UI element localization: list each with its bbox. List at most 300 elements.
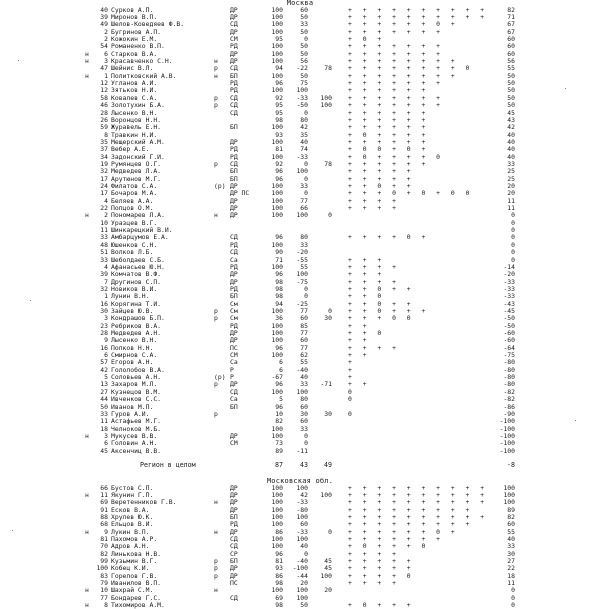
deputy-name: Соловьев А.Н. xyxy=(111,373,162,382)
vote-marks: + + + + + xyxy=(348,564,415,573)
index-value: -33 xyxy=(296,93,308,102)
vote-marks: + + + + 0 xyxy=(348,571,415,580)
deputy-name: Корягина Т.И. xyxy=(111,299,162,308)
attendance-value: 10 xyxy=(275,409,283,418)
attendance-value: 100 xyxy=(271,27,283,36)
faction-code: СД xyxy=(230,593,238,602)
attendance-value: 98 xyxy=(275,579,283,588)
vote-marks: + xyxy=(348,373,356,382)
faction-code: СД xyxy=(230,20,238,29)
district-number: 99 xyxy=(100,557,108,566)
faction-code: ДР xyxy=(230,27,238,36)
vote-marks: + 0 + + + 0 xyxy=(348,542,429,551)
vote-marks: + + + + 0 + xyxy=(348,233,429,242)
index-value: 33 xyxy=(300,380,308,389)
score-value: 50 xyxy=(507,86,515,95)
attendance-value: 100 xyxy=(271,431,283,440)
score-value: -80 xyxy=(503,380,515,389)
deputy-flag: н xyxy=(214,527,218,536)
deputy-flag: р xyxy=(214,557,218,566)
index-value: -75 xyxy=(296,277,308,286)
index-value: 50 xyxy=(300,601,308,609)
deputy-name: Кобец К.И. xyxy=(111,564,150,573)
attendance-value: 100 xyxy=(271,20,283,29)
deputy-name: Политковский А.В. xyxy=(111,71,177,80)
district-number: 22 xyxy=(100,204,108,213)
extra-value: 100 xyxy=(320,93,332,102)
index-value: 20 xyxy=(300,579,308,588)
extra-value: 30 xyxy=(324,314,332,323)
score-value: -43 xyxy=(503,299,515,308)
index-value: -44 xyxy=(296,571,308,580)
deputy-name: Уразцев В.Г. xyxy=(111,218,158,227)
district-number: 28 xyxy=(100,329,108,337)
faction-code: СМ xyxy=(230,351,238,360)
attendance-value: 100 xyxy=(271,196,283,205)
index-value: 77 xyxy=(300,196,308,205)
score-value: 0 xyxy=(511,226,515,235)
faction-code: ДР xyxy=(230,498,238,507)
faction-code: БП xyxy=(230,557,238,566)
district-number: 37 xyxy=(100,145,108,154)
faction-code: Са xyxy=(230,358,238,367)
deputy-name: Медведев Л.А. xyxy=(111,167,162,176)
district-number: 66 xyxy=(100,483,108,492)
faction-code: См xyxy=(230,306,238,315)
district-number: 16 xyxy=(100,343,108,352)
score-value: 25 xyxy=(507,167,515,176)
index-value: 0 xyxy=(304,292,308,301)
vote-marks: + + 0 + + xyxy=(348,284,415,293)
score-value: 40 xyxy=(507,535,515,543)
attendance-value: 100 xyxy=(271,351,283,360)
attendance-value: 100 xyxy=(271,240,283,249)
score-value: 20 xyxy=(507,189,515,198)
index-value: 50 xyxy=(300,12,308,21)
index-value: -22 xyxy=(296,64,308,73)
attendance-value: 94 xyxy=(275,299,283,308)
district-number: 11 xyxy=(100,490,108,499)
vote-marks: + + + + + + xyxy=(348,115,429,124)
score-value: 0 xyxy=(511,255,515,264)
deputy-name: Комчатов В.Ф. xyxy=(111,270,162,279)
vote-marks: + + + + + + + xyxy=(348,535,444,543)
attendance-value: 81 xyxy=(275,557,283,566)
table-row xyxy=(0,448,600,455)
score-value: -14 xyxy=(503,262,515,271)
attendance-value: 96 xyxy=(275,549,283,558)
attendance-value: 73 xyxy=(275,439,283,448)
district-number: 77 xyxy=(100,593,108,602)
index-value: 0 xyxy=(304,108,308,117)
district-number: 44 xyxy=(100,395,108,404)
index-value: 33 xyxy=(300,240,308,249)
district-number: 39 xyxy=(100,270,108,279)
attendance-value: 90 xyxy=(275,248,283,257)
deputy-name: Кондрашов Б.П. xyxy=(111,314,165,323)
attendance-value: 100 xyxy=(271,321,283,330)
deputy-flag: р xyxy=(214,380,218,389)
score-value: 0 xyxy=(511,601,515,609)
score-value: 40 xyxy=(507,137,515,146)
district-number: 68 xyxy=(100,520,108,529)
district-number: 7 xyxy=(104,277,108,286)
deputy-flag: н xyxy=(214,71,218,80)
district-number: 34 xyxy=(100,152,108,161)
district-number: 3 xyxy=(104,314,108,323)
attendance-value: 6 xyxy=(279,365,283,374)
deputy-name: Юшенков С.Н. xyxy=(111,240,158,249)
index-value: 40 xyxy=(300,373,308,382)
attendance-value: 6 xyxy=(279,358,283,367)
extra-value: 0 xyxy=(328,527,332,536)
deputy-name: Бустов С.П. xyxy=(111,483,154,492)
deputy-name: Ковалев С.А. xyxy=(111,93,158,102)
score-value: 0 xyxy=(511,233,515,242)
attendance-value: 95 xyxy=(275,101,283,110)
district-number: 58 xyxy=(100,93,108,102)
deputy-name: Шеболдаев С.Б. xyxy=(111,255,165,264)
index-value: 60 xyxy=(300,336,308,345)
vote-marks: + + + + + + xyxy=(348,86,429,95)
score-value: 25 xyxy=(507,174,515,183)
row-marker: н xyxy=(85,490,89,499)
vote-marks: 0 xyxy=(348,387,356,396)
faction-code: ДР xyxy=(230,270,238,279)
deputy-name: Зятьков Н.И. xyxy=(111,86,158,95)
district-number: 4 xyxy=(104,262,108,271)
faction-code: БП xyxy=(230,71,238,80)
score-value: -64 xyxy=(503,343,515,352)
index-value: 0 xyxy=(304,284,308,293)
district-number: 57 xyxy=(100,358,108,367)
district-number: 59 xyxy=(100,123,108,132)
index-value: 100 xyxy=(296,167,308,176)
attendance-value: 71 xyxy=(275,255,283,264)
district-number: 28 xyxy=(100,108,108,117)
faction-code: БП xyxy=(230,292,238,301)
score-value: 30 xyxy=(507,549,515,558)
deputy-flag: н xyxy=(214,57,218,66)
district-number: 2 xyxy=(104,35,108,43)
district-number: 6 xyxy=(104,439,108,448)
vote-marks: + + + 0 + 0 + 0 0 xyxy=(348,189,473,198)
attendance-value: 100 xyxy=(271,512,283,521)
district-number: 83 xyxy=(100,571,108,580)
faction-code: БП xyxy=(230,512,238,521)
deputy-name: Захаров М.Л. xyxy=(111,380,158,389)
faction-code: СД xyxy=(230,233,238,242)
attendance-value: 81 xyxy=(275,145,283,154)
district-number: 70 xyxy=(100,542,108,551)
attendance-value: 96 xyxy=(275,380,283,389)
vote-marks: + + + + + xyxy=(348,557,415,566)
faction-code: РД xyxy=(230,321,238,330)
faction-code: ДР ПС xyxy=(230,189,250,198)
deputy-name: Афанасьев Ю.Н. xyxy=(111,262,165,271)
attendance-value: 36 xyxy=(275,314,283,323)
score-value: 20 xyxy=(507,182,515,190)
faction-code: БП xyxy=(230,174,238,183)
vote-marks: + + + + + xyxy=(348,167,415,176)
faction-code: ДР xyxy=(230,505,238,514)
faction-code: РД xyxy=(230,240,238,249)
index-value: 100 xyxy=(296,86,308,95)
vote-marks: + + + + + + + xyxy=(348,93,444,102)
score-value: -33 xyxy=(503,292,515,301)
faction-code: ДР xyxy=(230,336,238,345)
faction-code: Р xyxy=(230,373,234,382)
faction-code: Са xyxy=(230,395,238,404)
deputy-flag: н xyxy=(214,498,218,507)
vote-marks: + + xyxy=(348,351,371,360)
vote-marks: + 0 + + + xyxy=(348,601,415,609)
faction-code: СД xyxy=(230,248,238,257)
vote-marks: + + 0 + + + xyxy=(348,306,429,315)
faction-code: СД xyxy=(230,542,238,551)
attendance-value: 100 xyxy=(271,535,283,543)
faction-code: РД xyxy=(230,79,238,88)
index-value: 0 xyxy=(304,174,308,183)
index-value: 75 xyxy=(300,79,308,88)
attendance-value: 86 xyxy=(275,527,283,536)
index-value: 60 xyxy=(300,520,308,529)
score-value: 55 xyxy=(507,64,515,73)
score-value: -80 xyxy=(503,365,515,374)
district-number: 91 xyxy=(100,505,108,514)
deputy-name: Арутюнов М.Г. xyxy=(111,174,162,183)
score-value: 18 xyxy=(507,571,515,580)
score-value: 67 xyxy=(507,27,515,36)
score-value: 67 xyxy=(507,20,515,29)
faction-code: ДР xyxy=(230,137,238,146)
score-value: -82 xyxy=(503,395,515,404)
district-number: 10 xyxy=(100,218,108,227)
deputy-name: Попков Н.Н. xyxy=(111,343,154,352)
faction-code: ДР xyxy=(230,5,238,14)
score-value: 71 xyxy=(507,12,515,21)
faction-code: ДР xyxy=(230,211,238,220)
vote-marks: + + 0 xyxy=(348,292,385,301)
score-value: 55 xyxy=(507,527,515,536)
district-number: 40 xyxy=(100,5,108,14)
district-number: 48 xyxy=(100,240,108,249)
vote-marks: + + + + + + + + 0 xyxy=(348,64,473,73)
region-title: Московская обл. xyxy=(266,476,334,485)
deputy-name: Ивченков С.С. xyxy=(111,395,162,404)
index-value: -33 xyxy=(296,527,308,536)
faction-code: СР xyxy=(230,549,238,558)
faction-code: ДР xyxy=(230,571,238,580)
vote-marks: + + 0 xyxy=(348,329,385,337)
faction-code: ДР xyxy=(230,196,238,205)
vote-marks: + + 0 + + xyxy=(348,299,415,308)
index-value: 60 xyxy=(300,402,308,411)
score-value: 40 xyxy=(507,145,515,154)
attendance-value: 96 xyxy=(275,79,283,88)
vote-marks: + + 0 + + xyxy=(348,182,415,190)
attendance-value: -67 xyxy=(271,373,283,382)
attendance-value: 69 xyxy=(275,593,283,602)
attendance-value: 100 xyxy=(271,329,283,337)
attendance-value: 100 xyxy=(271,5,283,14)
vote-marks: + + xyxy=(348,321,371,330)
attendance-value: 96 xyxy=(275,174,283,183)
deputy-name: Беляев А.А. xyxy=(111,196,154,205)
index-value: 33 xyxy=(300,20,308,29)
extra-value: -71 xyxy=(320,380,332,389)
attendance-value: 98 xyxy=(275,284,283,293)
faction-code: См xyxy=(230,314,238,323)
vote-marks: + + + + xyxy=(348,579,400,588)
vote-marks: + + + + + + + xyxy=(348,79,444,88)
district-number: 27 xyxy=(100,387,108,396)
attendance-value: 98 xyxy=(275,115,283,124)
vote-marks: + + + + + + xyxy=(348,159,429,168)
district-number: 8 xyxy=(104,130,108,139)
district-number: 42 xyxy=(100,365,108,374)
faction-code: СД xyxy=(230,64,238,73)
attendance-value: 100 xyxy=(271,586,283,595)
attendance-value: 100 xyxy=(271,86,283,95)
attendance-value: 92 xyxy=(275,159,283,168)
index-value: 30 xyxy=(300,409,308,418)
row-marker: н xyxy=(85,527,89,536)
score-value: 27 xyxy=(507,557,515,566)
score-value: -75 xyxy=(503,351,515,360)
attendance-value: 96 xyxy=(275,233,283,242)
district-number: 35 xyxy=(100,137,108,146)
district-number: 3 xyxy=(104,431,108,440)
faction-code: ДР xyxy=(230,182,238,190)
vote-marks: + + + + + + + + + xyxy=(348,520,473,529)
index-value: 100 xyxy=(296,593,308,602)
score-value: -90 xyxy=(503,409,515,418)
district-number: 69 xyxy=(100,498,108,507)
score-value: -60 xyxy=(503,329,515,337)
deputy-name: Линькова Н.В. xyxy=(111,549,162,558)
index-value: 50 xyxy=(300,49,308,58)
district-number: 4 xyxy=(104,196,108,205)
deputy-name: Амбарцумов Е.А. xyxy=(111,233,169,242)
district-number: 9 xyxy=(104,336,108,345)
vote-marks: + + + + + + + + + + xyxy=(348,490,488,499)
index-value: 60 xyxy=(300,417,308,426)
score-value: 0 xyxy=(511,248,515,257)
attendance-value: 89 xyxy=(275,446,283,455)
deputy-name: Челноков М.Б. xyxy=(111,424,162,433)
district-number: 5 xyxy=(104,373,108,382)
district-number: 46 xyxy=(100,101,108,110)
district-number: 8 xyxy=(104,601,108,609)
faction-code: СМ xyxy=(230,35,238,43)
vote-marks: + + + + + xyxy=(348,174,415,183)
deputy-name: Старков В.А. xyxy=(111,49,158,58)
faction-code: БП xyxy=(230,167,238,176)
index-value: -25 xyxy=(296,299,308,308)
attendance-value: 100 xyxy=(271,49,283,58)
score-value: 11 xyxy=(507,196,515,205)
index-value: 33 xyxy=(300,182,308,190)
deputy-name: Смирнов С.А. xyxy=(111,351,158,360)
deputy-name: Попцов О.М. xyxy=(111,204,154,213)
attendance-value: 100 xyxy=(271,387,283,396)
index-value: 100 xyxy=(296,586,308,595)
faction-code: ДР xyxy=(230,329,238,337)
deputy-name: Сурков А.П. xyxy=(111,5,154,14)
score-value: 50 xyxy=(507,79,515,88)
index-value: 0 xyxy=(304,159,308,168)
index-value: 40 xyxy=(300,542,308,551)
district-number: 17 xyxy=(100,189,108,198)
vote-marks: + + + + + + xyxy=(348,123,429,132)
index-value: -50 xyxy=(296,101,308,110)
region-summary xyxy=(0,461,600,469)
deputy-name: Румянцев О.Г. xyxy=(111,159,162,168)
vote-marks: + + + + + + + + + xyxy=(348,505,473,514)
deputy-name: Травкин Н.И. xyxy=(111,130,158,139)
attendance-value: 100 xyxy=(271,204,283,213)
index-value: 100 xyxy=(296,535,308,543)
attendance-value: 95 xyxy=(275,35,283,43)
faction-code: ДР xyxy=(230,483,238,492)
attendance-value: 100 xyxy=(271,490,283,499)
extra-value: 0 xyxy=(328,306,332,315)
district-number: 13 xyxy=(100,380,108,389)
vote-marks: + + + xyxy=(348,270,385,279)
deputy-flag: р xyxy=(214,101,218,110)
district-number: 26 xyxy=(100,115,108,124)
attendance-value: 100 xyxy=(271,152,283,161)
index-value: 80 xyxy=(300,233,308,242)
deputy-name: Иванов М.П. xyxy=(111,402,154,411)
vote-marks: + 0 + xyxy=(348,35,385,43)
district-number: 88 xyxy=(100,512,108,521)
deputy-name: Филатов С.А. xyxy=(111,182,158,190)
vote-marks: + + + + + + + xyxy=(348,42,444,51)
attendance-value: 82 xyxy=(275,417,283,426)
attendance-value: 100 xyxy=(271,424,283,433)
deputy-name: Журавель Е.Н. xyxy=(111,123,162,132)
index-value: 100 xyxy=(296,512,308,521)
attendance-value: 100 xyxy=(271,483,283,492)
score-value: -82 xyxy=(503,387,515,396)
district-number: 6 xyxy=(104,49,108,58)
score-value: 60 xyxy=(507,49,515,58)
index-value: 55 xyxy=(300,262,308,271)
index-value: 80 xyxy=(300,115,308,124)
vote-marks: + + + + xyxy=(348,204,400,213)
table-row xyxy=(0,595,600,602)
deputy-flag: р xyxy=(214,564,218,573)
extra-value: 100 xyxy=(320,101,332,110)
deputy-flag: р xyxy=(214,306,218,315)
index-value: 42 xyxy=(300,490,308,499)
score-value: 60 xyxy=(507,520,515,529)
district-number: 9 xyxy=(104,527,108,536)
faction-code: ДР xyxy=(230,204,238,213)
deputy-flag: р xyxy=(214,314,218,323)
deputy-name: Есков В.А. xyxy=(111,505,150,514)
deputy-name: Мещерский А.М. xyxy=(111,137,165,146)
deputy-name: Красавченко С.Н. xyxy=(111,57,173,66)
score-value: -80 xyxy=(503,358,515,367)
vote-marks: + 0 + + + + 0 xyxy=(348,152,444,161)
vote-marks: + + + + xyxy=(348,343,400,352)
deputy-name: Шинкарецкий В.И. xyxy=(111,226,173,235)
faction-code: РД xyxy=(230,145,238,154)
row-marker: н xyxy=(85,586,89,595)
